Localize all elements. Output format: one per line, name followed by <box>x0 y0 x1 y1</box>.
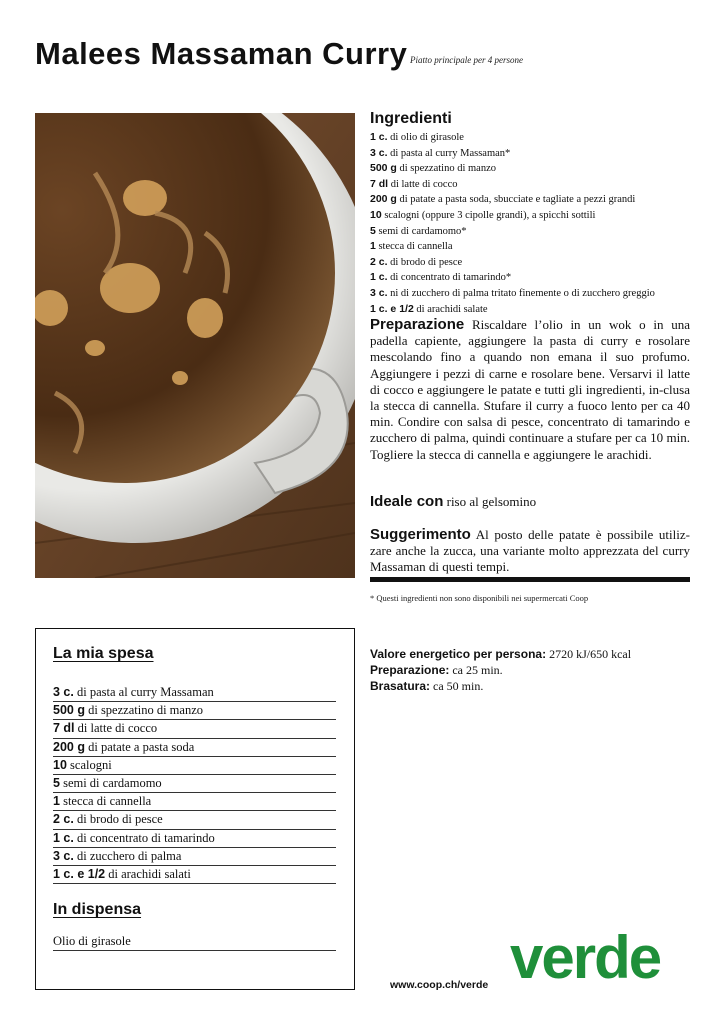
preparation-heading: Preparazione <box>370 316 465 333</box>
preparation-section <box>370 317 690 463</box>
list-item: 200 g di patate a pasta soda <box>53 739 336 757</box>
list-item: 1 c. di concentrato di tamarindo <box>53 830 336 848</box>
list-item: 500 g di spezzatino di manzo <box>370 162 496 175</box>
ideal-heading: Ideale con <box>370 493 444 510</box>
list-item: 1 stecca di cannella <box>370 240 453 253</box>
tip-text: Al posto delle patate è possibile utiliz-zare anche la zucca, una variante molto apprezzata del curry Massaman di questi tempi. <box>370 527 690 575</box>
ideal-text: riso al gelsomino <box>446 494 537 509</box>
ingredients-list <box>370 130 700 317</box>
list-item: 10 scalogni (oppure 3 cipolle grandi), a spicchi sottili <box>370 208 596 221</box>
shopping-heading: La mia spesa <box>53 645 154 662</box>
ingredients-heading: Ingredienti <box>370 110 452 127</box>
list-item: 3 c. di pasta al curry Massaman* <box>370 146 511 159</box>
tip-heading: Suggerimento <box>370 526 471 543</box>
list-item: 10 scalogni <box>53 757 336 775</box>
list-item: 1 c. e 1/2 di arachidi salati <box>53 866 336 884</box>
tip-section <box>370 527 690 576</box>
list-item: 3 c. di pasta al curry Massaman <box>53 684 336 702</box>
list-item: 1 c. di concentrato di tamarindo* <box>370 271 512 284</box>
list-item: 200 g di patate a pasta soda, sbucciate e tagliate a pezzi grandi <box>370 193 636 206</box>
nutrition-info <box>370 646 690 694</box>
list-item: 1 stecca di cannella <box>53 793 336 811</box>
pantry-heading: In dispensa <box>53 901 142 918</box>
preparation-text: Riscaldare l’olio in un wok o in una padella capiente, aggiungere la pasta di curry e rosolare mescolando fino a quando non emana il suo profumo. Aggiungere i pezzi di carne e rosolare bene. Versarvi il latte di cocco e aggiungere le patate e tutti gli ingredienti, in-clusa la stecca di cannella. Stufare il curry a fuoco lento per ca 40 min. Condire con salsa di pesce, concentrato di tamarindo e zucchero di palma, quindi continuare a stufare per ca 10 min. Togliere la stecca di cannella e aggiungere le arachidi. <box>370 317 690 462</box>
website-link[interactable]: www.coop.ch/verde <box>390 979 489 991</box>
list-item: 7 dl di latte di cocco <box>370 177 458 190</box>
footnote: * Questi ingredienti non sono disponibili nei supermercati Coop <box>370 593 589 603</box>
shopping-list <box>53 684 336 884</box>
list-item: 500 g di spezzatino di manzo <box>53 702 336 720</box>
verde-logo: verde <box>510 924 661 991</box>
prep-time-row: Preparazione: ca 25 min. <box>370 663 503 677</box>
ideal-section <box>370 494 690 510</box>
shopping-box <box>35 628 355 990</box>
list-item: 7 dl di latte di cocco <box>53 720 336 738</box>
list-item: 5 semi di cardamomo* <box>370 224 467 237</box>
curry-photo <box>35 113 355 578</box>
recipe-subtitle: Piatto principale per 4 persone <box>410 55 523 65</box>
list-item: 1 c. di olio di girasole <box>370 131 464 143</box>
braise-time-row: Brasatura: ca 50 min. <box>370 679 484 693</box>
list-item: 2 c. di brodo di pesce <box>370 255 463 268</box>
list-item: 3 c. ni di zucchero di palma tritato finemente o di zucchero greggio <box>370 286 655 299</box>
list-item: 5 semi di cardamomo <box>53 775 336 793</box>
list-item: 2 c. di brodo di pesce <box>53 811 336 829</box>
pantry-item: Olio di girasole <box>53 933 336 951</box>
list-item: 1 c. e 1/2 di arachidi salate <box>370 302 488 315</box>
recipe-title: Malees Massaman Curry <box>35 36 408 71</box>
divider <box>370 577 690 582</box>
list-item: 3 c. di zucchero di palma <box>53 848 336 866</box>
energy-row: Valore energetico per persona: 2720 kJ/650 kcal <box>370 647 632 661</box>
